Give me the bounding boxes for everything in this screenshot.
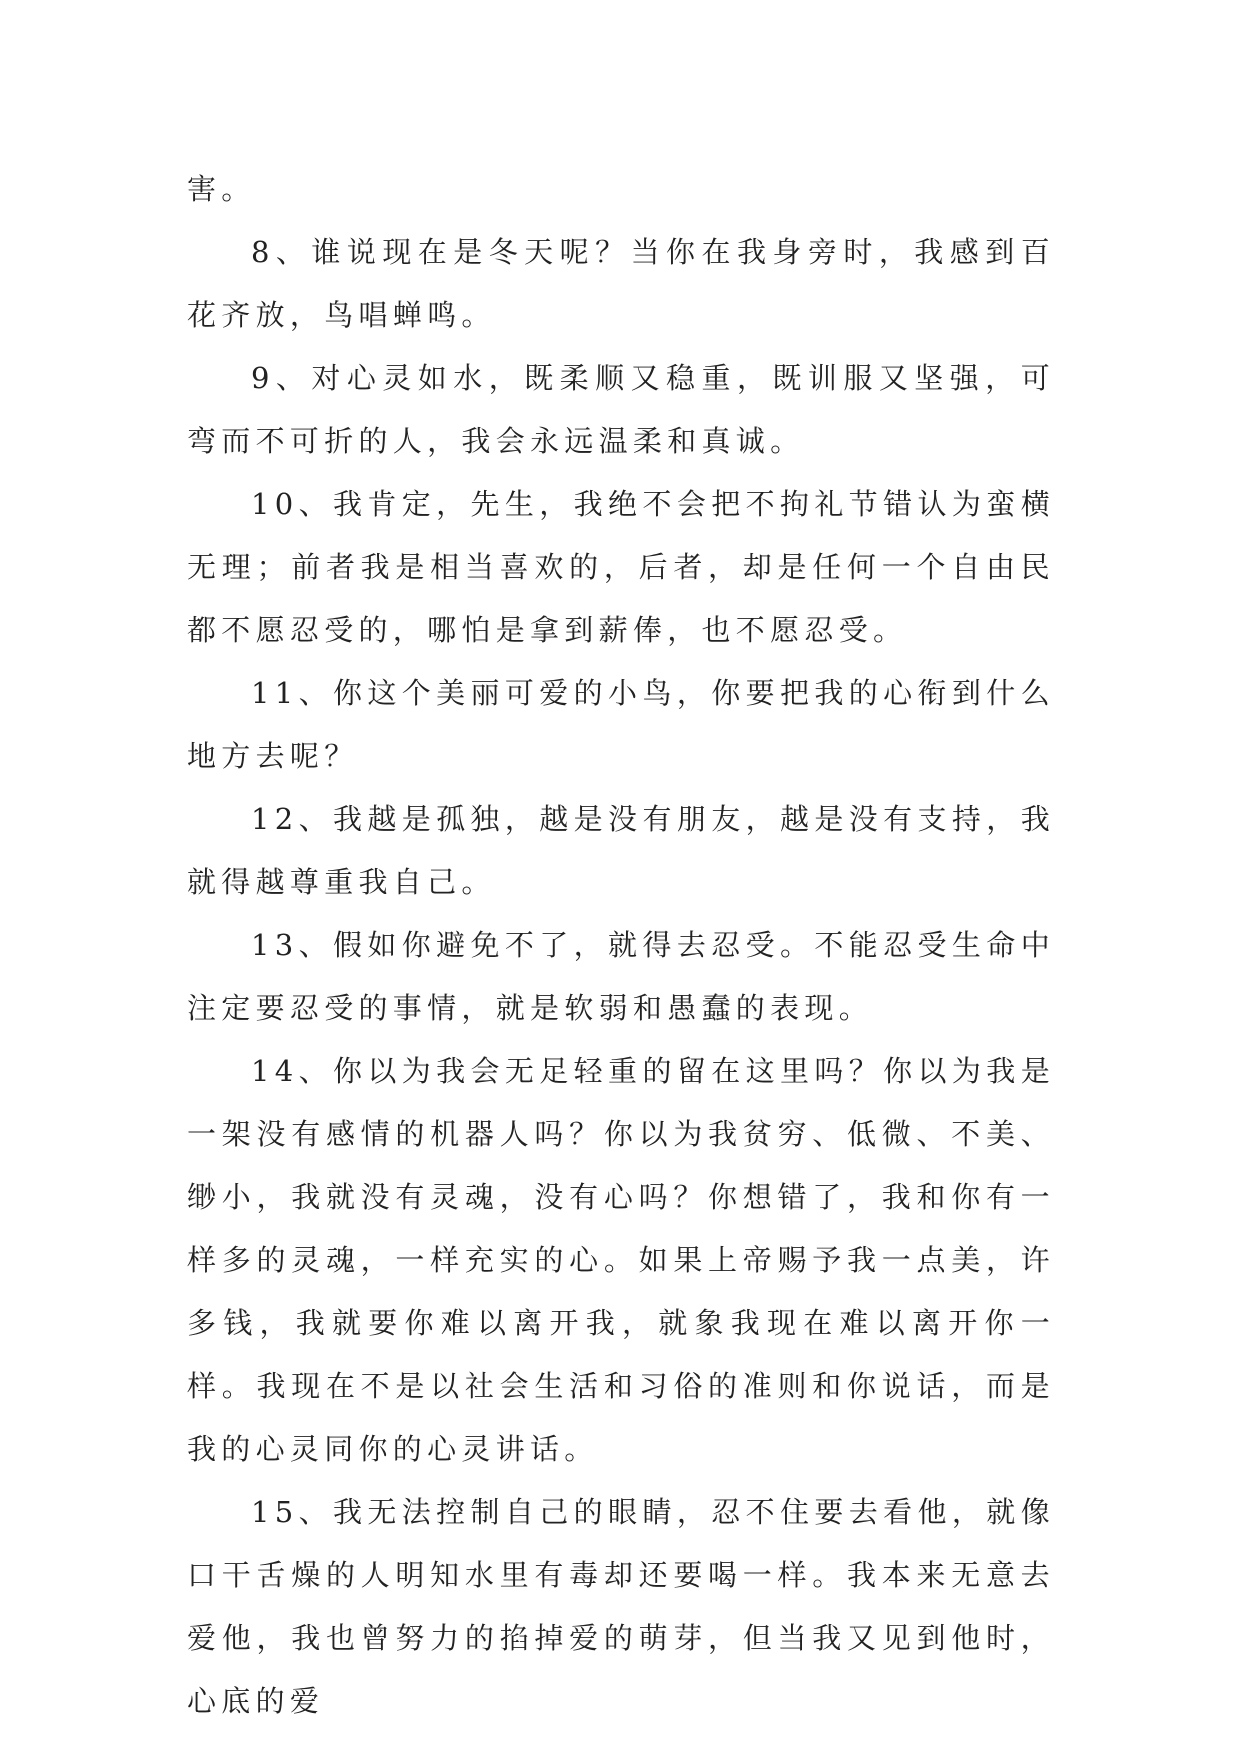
paragraph-11: 11、你这个美丽可爱的小鸟，你要把我的心衔到什么地方去呢？ xyxy=(187,676,1055,773)
paragraph-7-continuation: 害。 xyxy=(187,172,256,206)
paragraph-8: 8、谁说现在是冬天呢？当你在我身旁时，我感到百花齐放，鸟唱蝉鸣。 xyxy=(187,235,1055,332)
paragraph-9: 9、对心灵如水，既柔顺又稳重，既训服又坚强，可弯而不可折的人，我会永远温柔和真诚。 xyxy=(187,361,1055,458)
paragraph-13: 13、假如你避免不了，就得去忍受。不能忍受生命中注定要忍受的事情，就是软弱和愚蠢的表现。 xyxy=(187,928,1055,1025)
paragraph-10: 10、我肯定，先生，我绝不会把不拘礼节错认为蛮横无理；前者我是相当喜欢的，后者，却是任何一个自由民都不愿忍受的，哪怕是拿到薪俸，也不愿忍受。 xyxy=(187,487,1055,647)
document-body xyxy=(187,158,1055,1733)
paragraph-14: 14、你以为我会无足轻重的留在这里吗？你以为我是一架没有感情的机器人吗？你以为我贫穷、低微、不美、缈小，我就没有灵魂，没有心吗？你想错了，我和你有一样多的灵魂，一样充实的心。如果上帝赐予我一点美，许多钱，我就要你难以离开我，就象我现在难以离开你一样。我现在不是以社会生活和习俗的准则和你说话，而是我的心灵同你的心灵讲话。 xyxy=(187,1054,1055,1466)
paragraph-15: 15、我无法控制自己的眼睛，忍不住要去看他，就像口干舌燥的人明知水里有毒却还要喝一样。我本来无意去爱他，我也曾努力的掐掉爱的萌芽，但当我又见到他时，心底的爱 xyxy=(187,1495,1055,1718)
paragraph-12: 12、我越是孤独，越是没有朋友，越是没有支持，我就得越尊重我自己。 xyxy=(187,802,1055,899)
